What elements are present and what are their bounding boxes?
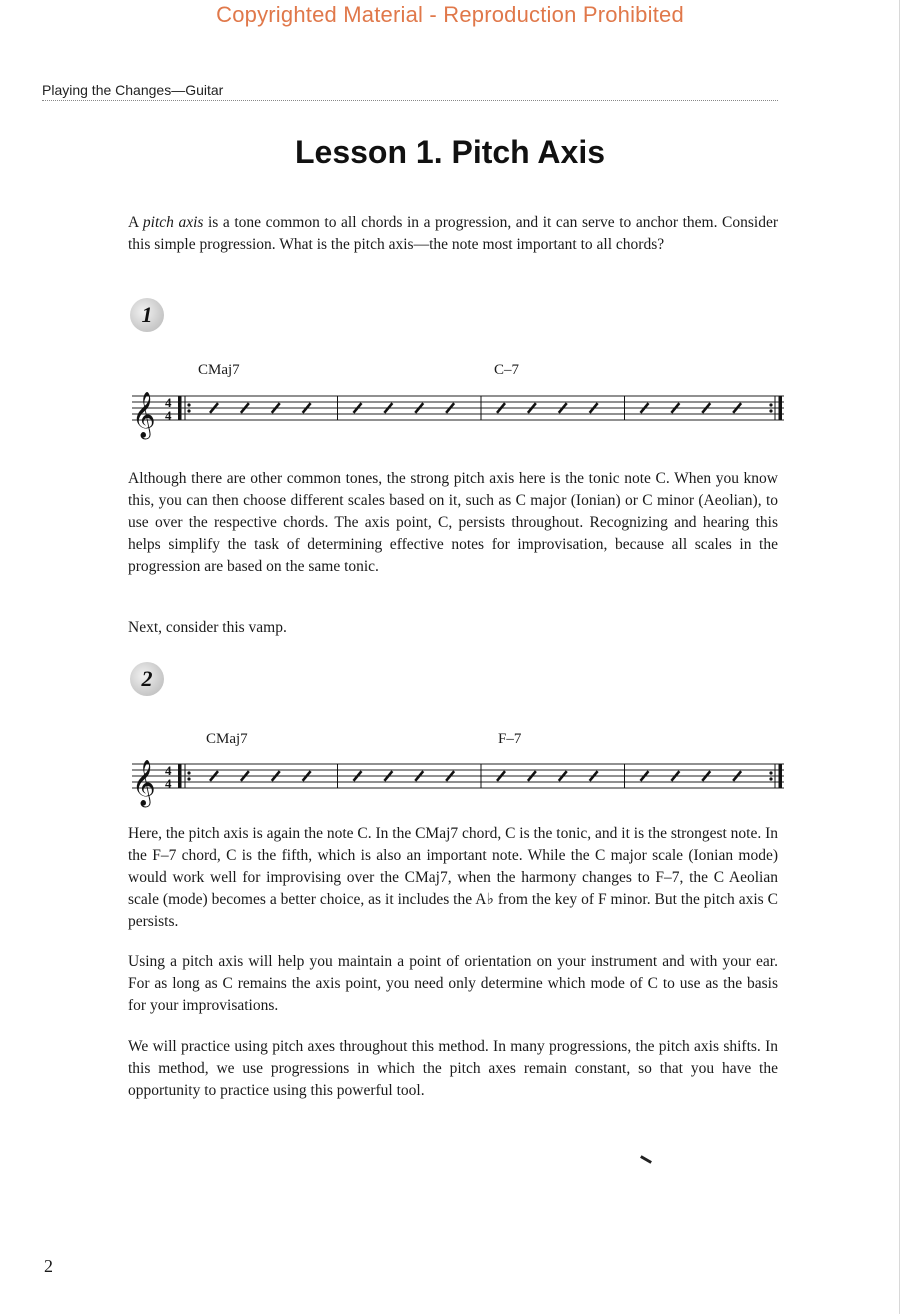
time-signature-top: 4 <box>165 763 172 778</box>
repeat-dot <box>187 403 190 406</box>
start-repeat-thick-bar <box>178 396 182 420</box>
copyright-watermark: Copyrighted Material - Reproduction Prohibited <box>216 2 684 27</box>
example-1-chord-1: CMaj7 <box>198 362 240 378</box>
paragraph-2: Next, consider this vamp. <box>128 619 287 636</box>
page-number: 2 <box>44 1256 53 1276</box>
intro-text-after: is a tone common to all chords in a progression, and it can serve to anchor them. Consider this simple progression. What is the pitch axis—the note most important to all chords? <box>128 214 778 253</box>
end-repeat-thick-bar <box>779 764 783 788</box>
pitch-axis-term: pitch axis <box>142 214 204 231</box>
example-1-staff <box>128 378 788 458</box>
start-repeat-thick-bar <box>178 764 182 788</box>
repeat-dot <box>769 403 772 406</box>
example-1-badge: 1 <box>130 298 164 332</box>
treble-clef-icon: 𝄞 <box>132 760 156 806</box>
lesson-title: Lesson 1. Pitch Axis <box>294 134 606 170</box>
example-2-staff <box>128 746 788 826</box>
running-header: Playing the Changes—Guitar <box>42 82 224 98</box>
example-2-chord-1: CMaj7 <box>206 731 248 747</box>
example-2-badge: 2 <box>130 662 164 696</box>
paragraph-4: Using a pitch axis will help you maintain a point of orientation on your instrument and with your ear. For as long as C remains the axis point, you need only determine which mode of C to use as the basis for your improvisations. <box>128 953 778 1014</box>
header-divider <box>42 100 778 101</box>
time-signature-bottom: 4 <box>165 776 172 791</box>
repeat-dot <box>769 771 772 774</box>
repeat-dot <box>769 409 772 412</box>
repeat-dot <box>769 777 772 780</box>
intro-text-before: A <box>128 214 143 231</box>
intro-paragraph <box>128 212 778 256</box>
paragraph-3: Here, the pitch axis is again the note C. In the CMaj7 chord, C is the tonic, and it is the strongest note. In the F–7 chord, C is the fifth, which is also an important note. While the C major scale (Ionian mode) would work well for improvising over the CMaj7, when the harmony changes to F–7, the C Aeolian scale (mode) becomes a better choice, as it includes the A♭ from the key of F minor. But the pitch axis C persists. <box>128 825 779 930</box>
paragraph-5: We will practice using pitch axes throughout this method. In many progressions, the pitch axis shifts. In this method, we use progressions in which the pitch axes remain constant, so that you have the opportunity to practice using this powerful tool. <box>128 1038 778 1099</box>
end-repeat-thick-bar <box>779 396 783 420</box>
treble-clef-icon: 𝄞 <box>132 392 156 438</box>
repeat-dot <box>187 771 190 774</box>
time-signature-bottom: 4 <box>165 408 172 423</box>
repeat-dot <box>187 409 190 412</box>
example-1-chord-2: C–7 <box>494 362 520 378</box>
repeat-dot <box>187 777 190 780</box>
stray-mark <box>640 1155 652 1164</box>
time-signature-top: 4 <box>165 395 172 410</box>
paragraph-1: Although there are other common tones, the strong pitch axis here is the tonic note C. When you know this, you can then choose different scales based on it, such as C major (Ionian) or C minor (Aeolian), to use over the respective chords. The axis point, C, persists throughout. Recognizing and hearing this helps simplify the task of determining effective notes for improvisation, because all scales in the progression are based on the same tonic. <box>128 470 778 575</box>
example-2-chord-2: F–7 <box>498 731 522 747</box>
